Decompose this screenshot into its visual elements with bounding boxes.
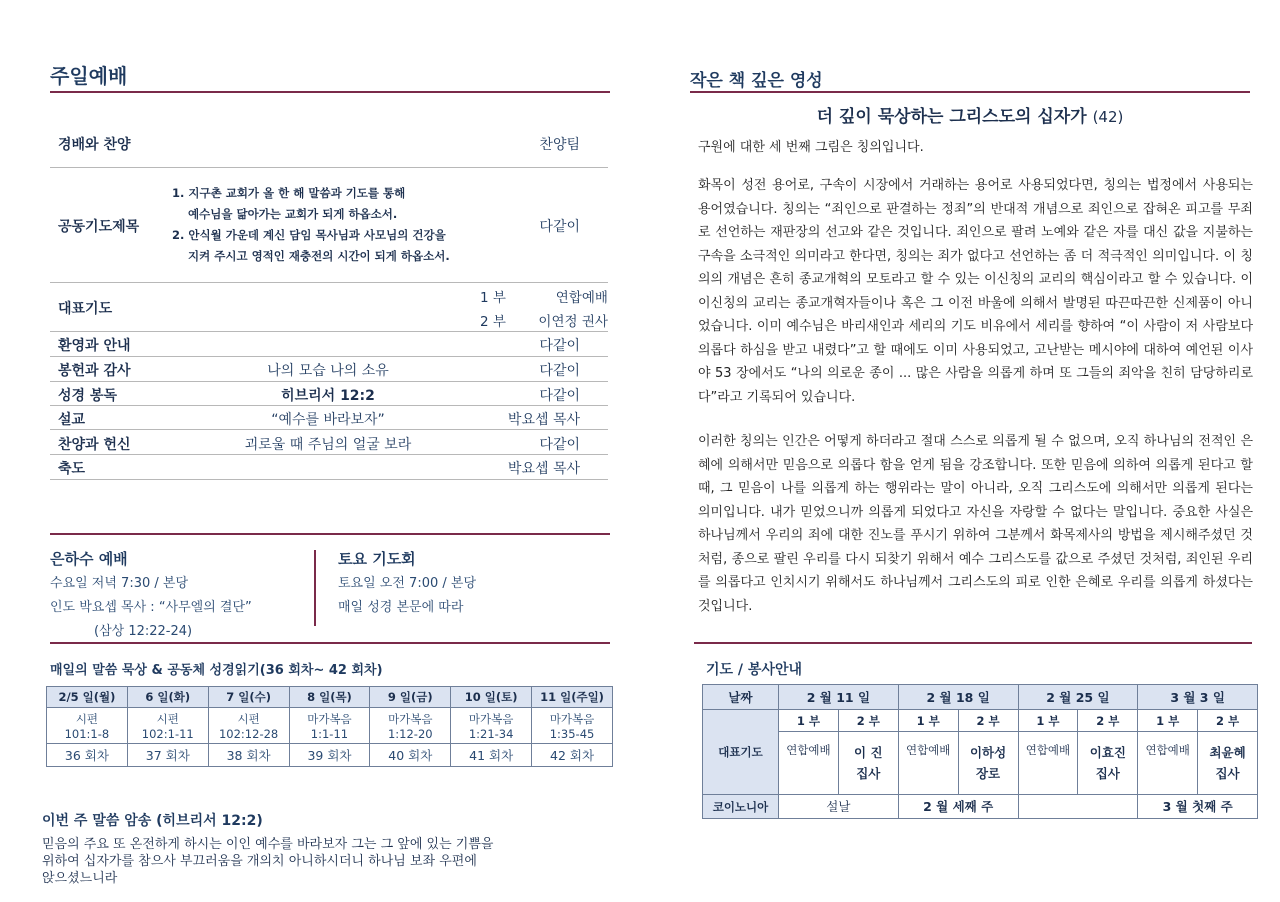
devotional-subtitle: 더 깊이 묵상하는 그리스도의 십자가 (42) <box>816 107 1124 127</box>
meetings-bottom-rule <box>50 642 610 644</box>
memory-verse-title: 이번 주 말씀 암송 (히브리서 12:2) <box>42 813 263 829</box>
divider <box>50 356 608 357</box>
divider <box>50 405 608 406</box>
divider <box>50 454 608 455</box>
reading-table: 2/5 일(월) 6 일(화) 7 일(수) 8 일(목) 9 일(금) 10 일(토) 11 일(주일) 시편 시편 시편 마가복음 마가복음 마가복음 마가복음 101:1-8 102:1-11 102:12-28 1:1-11 1:12-20 1:21-34 1:35-45 36 회차 37 회차 38 회차 39 회차 40 회차 41 회차 42 회차 <box>46 686 613 767</box>
divider <box>50 282 608 283</box>
devotional-rule <box>690 91 1250 93</box>
duty-title: 기도 / 봉사안내 <box>706 662 803 678</box>
devotional-section-title: 작은 책 깊은 영성 <box>690 71 823 91</box>
divider <box>50 479 608 480</box>
prayer-topics: 1. 지구촌 교회가 올 한 해 말씀과 기도를 통해 예수님을 닮아가는 교회가 되게 하옵소서. 2. 안식월 가운데 계신 담임 목사님과 사모님의 건강을 지켜 주시고 영적인 재충전의 시간이 되게 하옵소서. <box>172 186 450 263</box>
wednesday-title: 은하수 예배 <box>50 550 128 568</box>
duty-table: 날짜 2 월 11 일 2 월 18 일 2 월 25 일 3 월 3 일 대표기도 1 부 2 부 1 부 2 부 1 부 2 부 1 부 2 부 연합예배 이 진 집사 연합예배 이하성 장로 연합예배 이효진 집사 연합예배 최윤혜 집사 코이노니아 설날 2 월 세째 주 3 월 첫째 주 <box>702 684 1258 819</box>
divider <box>50 167 608 168</box>
page-title-worship: 주일예배 <box>50 64 128 88</box>
memory-verse-text: 믿음의 주요 또 온전하게 하시는 이인 예수를 바라보자 그는 그 앞에 있는 기쁨을 위하여 십자가를 참으사 부끄러움을 개의치 아니하시더니 하나님 보좌 우편에 앉으셨느니라 <box>42 837 494 886</box>
divider <box>50 429 608 430</box>
saturday-title: 토요 기도회 <box>338 550 416 568</box>
saturday-info: 토요일 오전 7:00 / 본당 매일 성경 본문에 따라 <box>338 576 477 615</box>
meetings-vertical-rule <box>314 550 316 626</box>
devotional-para-2: 화목이 성전 용어로, 구속이 시장에서 거래하는 용어로 사용되었다면, 칭의는 법정에서 사용되는 용어였습니다. 칭의는 “죄인으로 판결하는 정죄”의 반대적 개념으로 죄인으로 잡혀온 피고를 무죄로 선언하는 재판장의 선고와 같은 것입니다. 죄인으로 팔려 노예와 같은 자를 대신 값을 지불하는 구속을 소극적인 의미라고 한다면, 칭의는 죄가 없다고 선언하는 좀 더 적극적인 의미입니다. 이 칭의의 개념은 흔히 종교개혁의 모토라고 할 수 있는 이신칭의 교리의 핵심이라고 할 수 있습니다. 이 이신칭의 교리는 종교개혁자들이나 혹은 그 이전 바울에 의해서 발명된 따끈따끈한 신제품이 아니었습니다. 이미 예수님은 바리새인과 세리의 기도 비유에서 세리를 향하여 “이 사람이 저 사람보다 의롭다 하심을 받고 내렸다”고 할 때에도 이미 사용되었고, 고난받는 메시야에 대하여 예언된 이사야 53 장에서도 “나의 의로운 종이 ... 많은 사람을 의롭게 하며 또 그들의 죄악을 친히 담당하리로다”라고 기록되어 있습니다. <box>698 178 1253 405</box>
divider <box>50 381 608 382</box>
duty-rule <box>694 642 1252 644</box>
devotional-para-1: 구원에 대한 세 번째 그림은 칭의입니다. <box>698 140 924 155</box>
title-rule <box>50 91 610 93</box>
meetings-top-rule <box>50 533 610 535</box>
divider <box>50 331 608 332</box>
reading-title: 매일의 말씀 묵상 & 공동체 성경읽기(36 회차~ 42 회차) <box>50 663 383 678</box>
wednesday-info: 수요일 저녁 7:30 / 본당 인도 박요셉 목사 : “사무엘의 결단” (삼상 12:22-24) <box>50 576 252 639</box>
devotional-para-3: 이러한 칭의는 인간은 어떻게 하더라고 절대 스스로 의롭게 될 수 없으며, 오직 하나님의 전적인 은혜에 의해서만 믿음으로 의롭다 함을 얻게 됨을 강조합니다. 또한 믿음에 의하여 의롭게 된다고 할 때, 그 믿음이 나를 의롭게 하는 행위라는 말이 아니라, 오직 그리스도에 의해서만 의롭게 된다는 의미입니다. 내가 믿었으니까 의롭게 되었다고 자신을 자랑할 수 없다는 말입니다. 중요한 사실은 하나님께서 우리의 죄에 대한 진노를 푸시기 위하여 그분께서 화목제사의 방법을 제시해주셨던 것처럼, 종으로 팔린 우리를 다시 되찾기 위해서 예수 그리스도를 값으로 주셨던 것처럼, 죄인된 우리를 의롭다고 인치시기 위해서도 하나님께서 그리스도의 피로 인한 은혜로 우리를 의롭게 하셨다는 것입니다. <box>698 434 1253 614</box>
rep-prayer-list: 1 부 연합예배 2 부 이연정 권사 <box>480 290 608 330</box>
